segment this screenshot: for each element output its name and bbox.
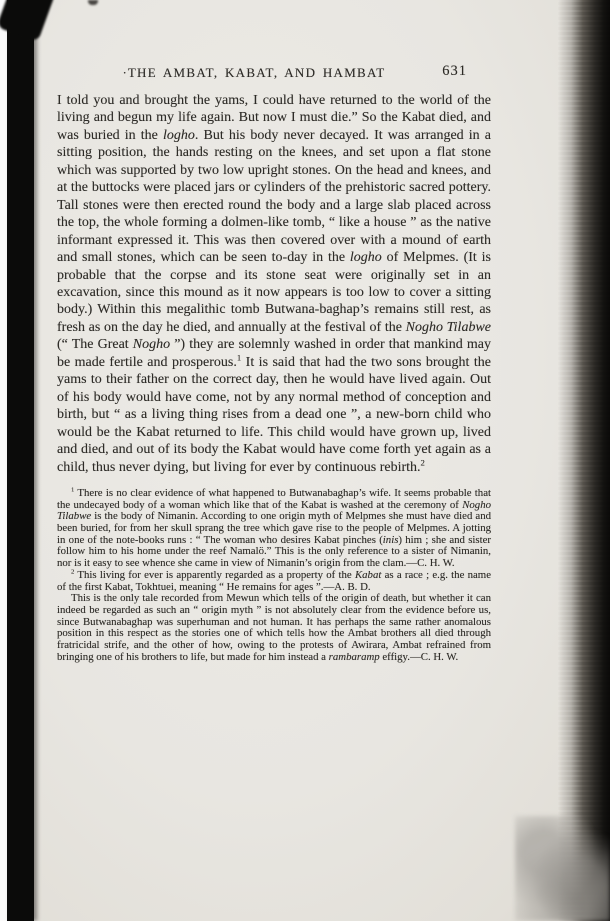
body-paragraph: I told you and brought the yams, I could have returned to the world of the living and begun my life again. But now I must die.” So the Kabat died, and was buried in the logho. But his body never decayed. It was arranged in a sitting position, the hands resting on the knees, and set upon a flat stone which was supported by two low upright stones. On the head and knees, and at the buttocks were placed jars or cylinders of the prehistoric sacred pottery. Tall stones were then erected round the body and a large slab placed across the top, the whole forming a dolmen-like tomb, “ like a house ” as the native informant expressed it. This was then covered over with a mound of earth and small stones, which can be seen to-day in the logho of Melpmes. (It is probable that the corpse and its stone seat were originally set in an excavation, since this mound as it now appears is too low to cover a sitting body.) Within this megalithic tomb Butwana-baghap’s remains still rest, as fresh as on the day he died, and annually at the festival of the Nogho Tilabwe (“ The Great Nogho ”) they are solemnly washed in order that mankind may be made fertile and prosperous.$^1$ It is said that had the two sons brought the yams to their father on the correct day, then he would have lived again. Out of his body would have come, not by any normal method of conception and birth, but “ as a living thing rises from a dead one ”, a new-born child who would be the Kabat returned to life. This child would have grown up, lived and died, and out of its body the Kabat would have come forth yet again as a child, thus never dying, but living for ever by continuous rebirth.$^2$ — [57, 93, 492, 475]
page-header — [57, 64, 491, 82]
footnotes-block — [57, 488, 491, 664]
scan-right-dark-band — [558, 0, 610, 921]
footnote-3: This is the only tale recorded from Mewun which tells of the origin of death, but whether it can indeed be regarded as such an “ origin myth ” is not absolutely clear from the evidence before us, since Butwanabaghap was superhuman and not human. It has perhaps the same rather anomalous position in this respect as the stories one of which tells how the Ambat brothers all died through fratricidal strife, and the other of how, owing to the protests of Awirara, Ambat refrained from bringing one of his brothers to life, but made for him instead a rambaramp effigy.—C. H. W. — [57, 592, 491, 663]
footnote-2: $^2$ This living for ever is apparently regarded as a property of the Kabat as a race ; e.g. the name of the first Kabat, Tokhtuei, meaning “ He remains for ages ”.—A. B. D. — [57, 568, 491, 593]
ink-dot-artifact: · — [122, 65, 127, 80]
scan-bottom-right-noise — [515, 816, 610, 921]
scan-left-white-edge — [0, 0, 7, 921]
page-number: 631 — [442, 63, 467, 79]
running-title-wrap — [57, 64, 491, 82]
footnote-1: $^1$ There is no clear evidence of what happened to Butwanabaghap’s wife. It seems probable that the undecayed body of a woman which like that of the Kabat is washed at the ceremony of Nogho Tilabwe is the body of Nimanin. According to one origin myth of Melpmes she must have died and been buried, for from her skull sprang the tree which gave rise to the people of Melpmes. A jotting in one of the note-books runs : “ The woman who desires Kabat pinches (inis) him ; she and sister follow him to his home under the reef Namalö.” This is the only reference to a sister of Nimanin, nor is it easy to see whence she came in view of Nimanin’s origin from the clam.—C. H. W. — [57, 486, 491, 570]
printed-page-content — [57, 64, 491, 664]
scan-left-black-band — [7, 0, 34, 921]
scan-top-edge-speck — [88, 0, 98, 5]
running-title: THE AMBAT, KABAT, AND HAMBAT — [127, 65, 386, 80]
